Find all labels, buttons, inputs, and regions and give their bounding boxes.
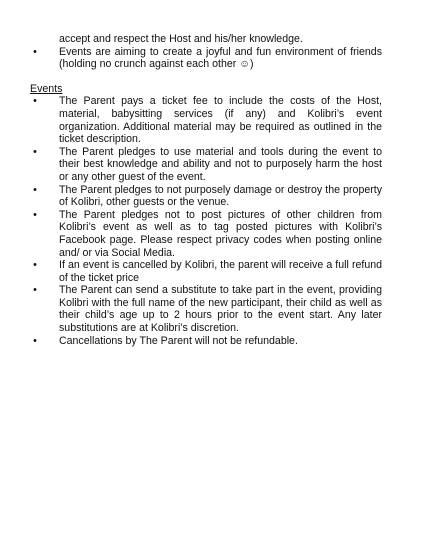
list-item — [30, 46, 382, 71]
list-item-text: If an event is cancelled by Kolibri, the parent will receive a full refund of the ticket price — [59, 259, 382, 284]
bullet-icon: • — [33, 284, 37, 297]
list-item — [30, 284, 382, 334]
list-item — [30, 209, 382, 259]
bullet-icon: • — [33, 145, 37, 158]
bullet-icon: • — [33, 95, 37, 108]
list-item — [30, 335, 382, 348]
list-item-text: The Parent can send a substitute to take part in the event, providing Kolibri with the full name of the new participant, their child as well as their child’s age up to 2 hours prior to the event start. Any later substitutions are at Kolibri’s discretion. — [59, 284, 382, 335]
bullet-icon: • — [33, 334, 37, 347]
top-bullet-list — [30, 46, 382, 71]
list-item-text: Cancellations by The Parent will not be refundable. — [59, 334, 298, 347]
list-item-text: Events are aiming to create a joyful and fun environment of friends (holding no crunch against each other ☺) — [59, 45, 382, 71]
list-item — [30, 184, 382, 209]
list-item-text: The Parent pledges not to post pictures of other children from Kolibri’s event as well as to tag posted pictures with Kolibri’s Facebook page. Please respect privacy codes when posting online and/ or via Social Media. — [59, 208, 382, 259]
list-item — [30, 95, 382, 145]
section-heading-events: Events — [30, 82, 63, 95]
bullet-icon: • — [33, 208, 37, 221]
bullet-icon: • — [33, 183, 37, 196]
list-item-text: The Parent pays a ticket fee to include the costs of the Host, material, babysitting services (if any) and Kolibri’s event organization. Additional material may be required as outlined in the ticket description. — [59, 95, 382, 146]
list-item-text: The Parent pledges to use material and tools during the event to their best knowledge and ability and not to purposely harm the host or any other guest of the event. — [59, 145, 382, 183]
document-body — [30, 33, 382, 347]
continuation-text: accept and respect the Host and his/her knowledge. — [59, 33, 303, 45]
list-item — [30, 146, 382, 184]
events-bullet-list — [30, 95, 382, 347]
list-item-text: The Parent pledges to not purposely damage or destroy the property of Kolibri, other guests or the venue. — [59, 183, 382, 209]
bullet-icon: • — [33, 259, 37, 272]
bullet-icon: • — [33, 45, 37, 58]
list-item — [30, 259, 382, 284]
